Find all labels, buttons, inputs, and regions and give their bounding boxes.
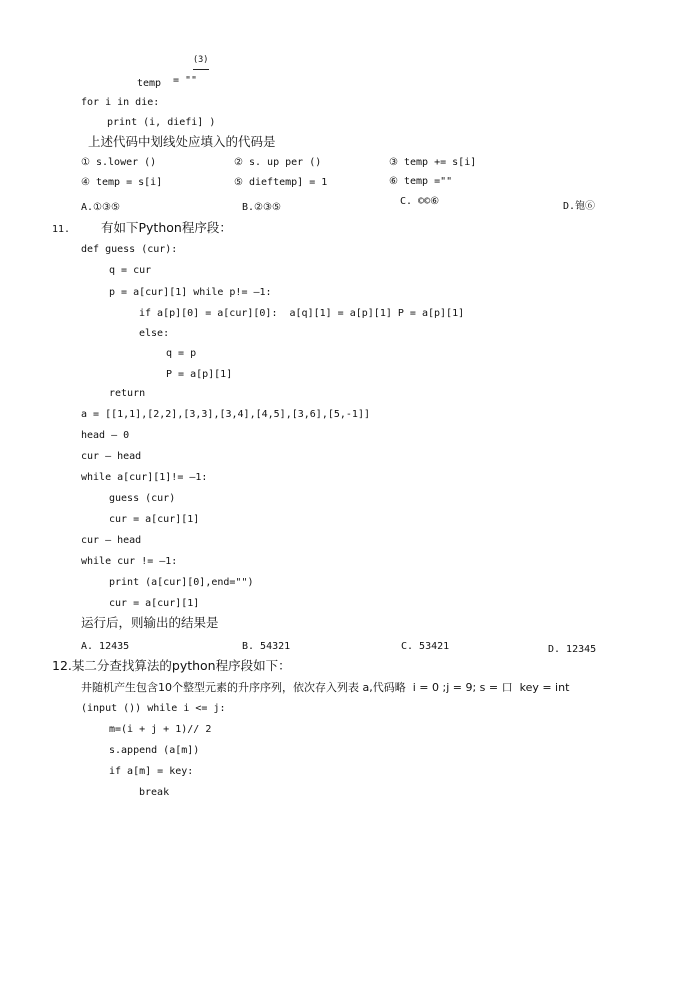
code-line: while a[cur][1]!= —1:	[81, 472, 208, 483]
code-line: p = a[cur][1] while p!= —1:	[109, 287, 272, 298]
code-line-temp-eq: = ""	[173, 75, 198, 86]
answer-a: A.①③⑤	[81, 202, 120, 213]
code-line: q = p	[166, 348, 197, 359]
option-5: ⑤ dieftemp] = 1	[234, 177, 328, 188]
q11-answer-c: C. 53421	[401, 641, 450, 652]
code-line: break	[139, 787, 170, 798]
q12-description: 井随机产生包含10个整型元素的升序序列，依次存入列表 a,代码略 i = 0 ;j = 9; s = 口 key = int	[81, 681, 570, 694]
code-line: a = [[1,1],[2,2],[3,3],[3,4],[4,5],[3,6],[5,-1]]	[81, 409, 370, 420]
code-line: P = a[p][1]	[166, 369, 233, 380]
code-line: q = cur	[109, 265, 152, 276]
q11-number: 11.	[52, 224, 71, 235]
code-line: else:	[139, 328, 170, 339]
q12-title: 12.某二分查找算法的python程序段如下：	[52, 658, 291, 673]
code-line: print (a[cur][0],end="")	[109, 577, 254, 588]
answer-b: B.②③⑤	[242, 202, 281, 213]
code-line: guess (cur)	[109, 493, 176, 504]
code-line: return	[109, 388, 146, 399]
code-line: cur — head	[81, 535, 142, 546]
code-line: if a[m] = key:	[109, 766, 194, 777]
code-line: cur — head	[81, 451, 142, 462]
option-1: ① s.lower ()	[81, 157, 157, 168]
code-line-print: print (i, diefi] )	[107, 117, 216, 128]
code-line-temp: temp	[137, 78, 162, 89]
code-line: cur = a[cur][1]	[109, 598, 200, 609]
code-line: while cur != —1:	[81, 556, 178, 567]
q11-question: 运行后，则输出的结果是	[81, 615, 219, 630]
code-line: m=(i + j + 1)// 2	[109, 724, 212, 735]
code-line-for: for i in die:	[81, 97, 160, 108]
answer-d: D.铇⑥	[563, 201, 596, 212]
option-3: ③ temp += s[i]	[389, 157, 477, 168]
question-text: 上述代码中划线处应填入的代码是	[88, 134, 276, 149]
code-line: def guess (cur):	[81, 244, 178, 255]
code-line: cur = a[cur][1]	[109, 514, 200, 525]
answer-c: C. ©©⑥	[400, 196, 440, 207]
code-line: head — 0	[81, 430, 130, 441]
q11-answer-b: B. 54321	[242, 641, 291, 652]
q11-answer-d: D. 12345	[548, 644, 597, 655]
code-line: if a[p][0] = a[cur][0]: a[q][1] = a[p][1] P = a[p][1]	[139, 308, 465, 319]
blank-marker: (3)	[193, 55, 209, 65]
blank-underline	[193, 69, 209, 70]
option-4: ④ temp = s[i]	[81, 177, 163, 188]
option-6: ⑥ temp =""	[389, 176, 453, 187]
option-2: ② s. up per ()	[234, 157, 322, 168]
q11-answer-a: A. 12435	[81, 641, 130, 652]
code-line: s.append (a[m])	[109, 745, 200, 756]
q11-title: 有如下Python程序段：	[101, 220, 232, 235]
code-line: (input ()) while i <= j:	[81, 703, 226, 714]
